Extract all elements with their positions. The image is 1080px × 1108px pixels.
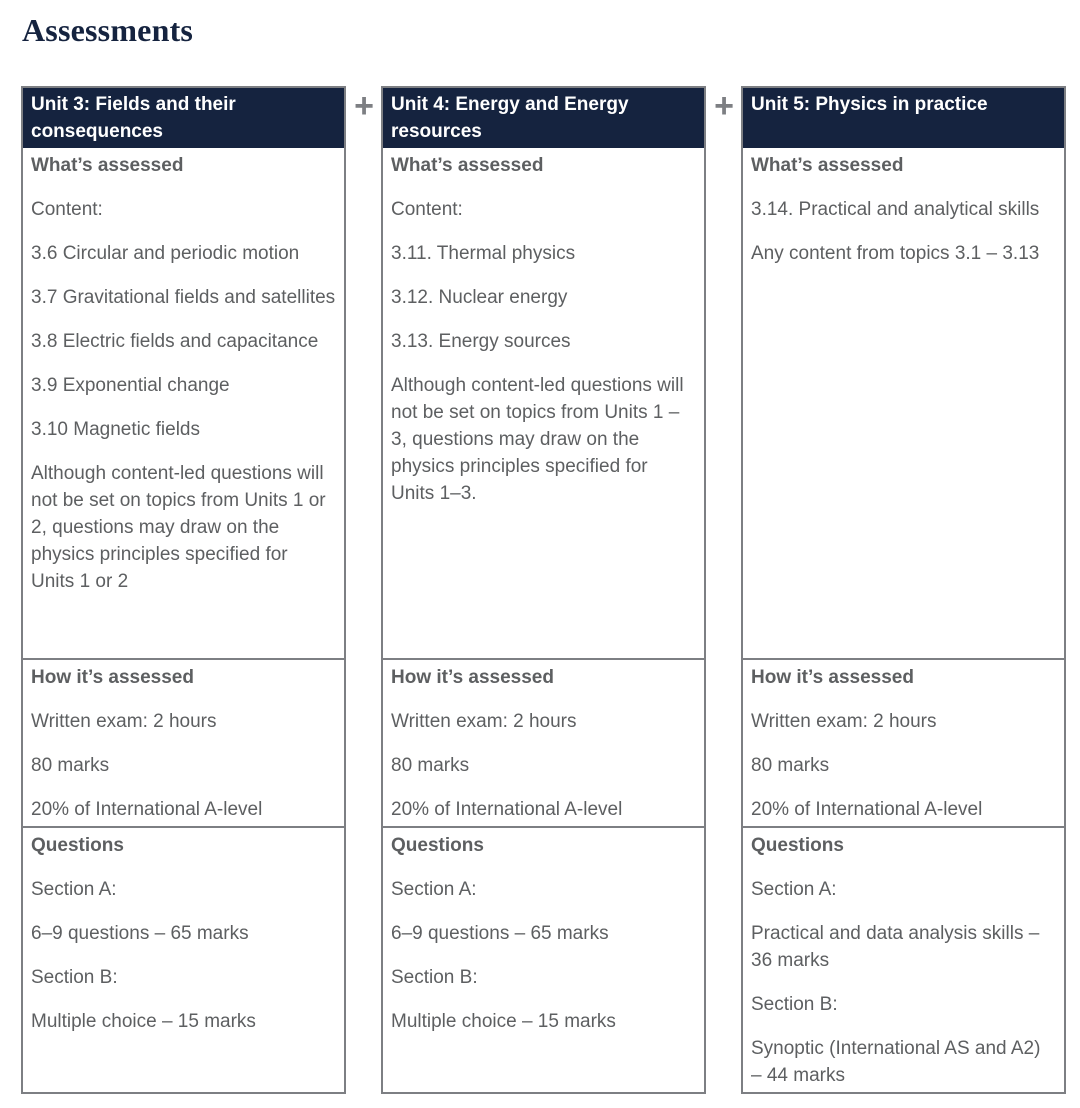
question-item: Synoptic (International AS and A2) – 44 marks bbox=[751, 1038, 1041, 1086]
plus-icon: + bbox=[714, 87, 734, 125]
content-item: 3.6 Circular and periodic motion bbox=[31, 243, 300, 264]
unit-3-header: Unit 3: Fields and their consequences bbox=[23, 88, 344, 148]
assessment-item: 20% of International A-level bbox=[31, 799, 263, 820]
assessment-item: 20% of International A-level bbox=[751, 799, 983, 820]
unit-3-questions bbox=[23, 826, 344, 1092]
question-item: Section A: bbox=[391, 879, 477, 900]
section-heading: Questions bbox=[31, 835, 124, 856]
content-item: 3.11. Thermal physics bbox=[391, 243, 576, 264]
question-item: Section A: bbox=[751, 879, 837, 900]
question-item: Multiple choice – 15 marks bbox=[31, 1011, 256, 1032]
content-item: 3.10 Magnetic fields bbox=[31, 419, 200, 440]
assessment-item: 20% of International A-level bbox=[391, 799, 623, 820]
section-heading: How it’s assessed bbox=[31, 667, 194, 688]
unit-3-column bbox=[21, 86, 346, 1094]
unit-4-questions bbox=[383, 826, 704, 1092]
unit-3-whats-assessed bbox=[23, 148, 344, 658]
section-heading: What’s assessed bbox=[391, 155, 544, 176]
assessment-item: Written exam: 2 hours bbox=[391, 711, 577, 732]
section-heading: What’s assessed bbox=[31, 155, 184, 176]
assessment-item: 80 marks bbox=[391, 755, 470, 776]
question-item: Section B: bbox=[31, 967, 118, 988]
content-item: 3.13. Energy sources bbox=[391, 331, 571, 352]
question-item: Section A: bbox=[31, 879, 117, 900]
question-item: Section B: bbox=[751, 994, 838, 1015]
section-heading: What’s assessed bbox=[751, 155, 904, 176]
page-title: Assessments bbox=[22, 12, 194, 48]
question-item: 6–9 questions – 65 marks bbox=[31, 923, 249, 944]
section-heading: How it’s assessed bbox=[391, 667, 554, 688]
section-heading: Questions bbox=[751, 835, 844, 856]
unit-4-column bbox=[381, 86, 706, 1094]
assessment-item: 80 marks bbox=[31, 755, 110, 776]
unit-4-header: Unit 4: Energy and Energy resources bbox=[383, 88, 704, 148]
section-heading: How it’s assessed bbox=[751, 667, 914, 688]
content-item: 3.12. Nuclear energy bbox=[391, 287, 568, 308]
content-note: Although content-led questions will not be set on topics from Units 1 – 3, questions may draw on the physics principles specified for Units 1–3. bbox=[391, 375, 684, 504]
plus-icon: + bbox=[354, 87, 374, 125]
content-item: 3.9 Exponential change bbox=[31, 375, 230, 396]
content-item: Content: bbox=[31, 199, 103, 220]
assessment-item: Written exam: 2 hours bbox=[751, 711, 937, 732]
content-item: 3.8 Electric fields and capacitance bbox=[31, 331, 319, 352]
content-note: Although content-led questions will not be set on topics from Units 1 or 2, questions may draw on the physics principles specified for Units 1 or 2 bbox=[31, 463, 326, 592]
content-item: 3.7 Gravitational fields and satellites bbox=[31, 287, 336, 308]
unit-5-how-assessed bbox=[743, 658, 1064, 826]
assessment-item: 80 marks bbox=[751, 755, 830, 776]
unit-5-column bbox=[741, 86, 1066, 1094]
question-item: Section B: bbox=[391, 967, 478, 988]
content-item: 3.14. Practical and analytical skills bbox=[751, 199, 1040, 220]
unit-4-whats-assessed bbox=[383, 148, 704, 658]
assessment-item: Written exam: 2 hours bbox=[31, 711, 217, 732]
unit-5-whats-assessed bbox=[743, 148, 1064, 658]
question-item: 6–9 questions – 65 marks bbox=[391, 923, 609, 944]
content-item: Content: bbox=[391, 199, 463, 220]
unit-5-questions bbox=[743, 826, 1064, 1092]
unit-4-how-assessed bbox=[383, 658, 704, 826]
question-item: Practical and data analysis skills – 36 marks bbox=[751, 923, 1040, 971]
question-item: Multiple choice – 15 marks bbox=[391, 1011, 616, 1032]
unit-5-header: Unit 5: Physics in practice bbox=[743, 88, 1064, 148]
content-item: Any content from topics 3.1 – 3.13 bbox=[751, 243, 1040, 264]
unit-3-how-assessed bbox=[23, 658, 344, 826]
section-heading: Questions bbox=[391, 835, 484, 856]
